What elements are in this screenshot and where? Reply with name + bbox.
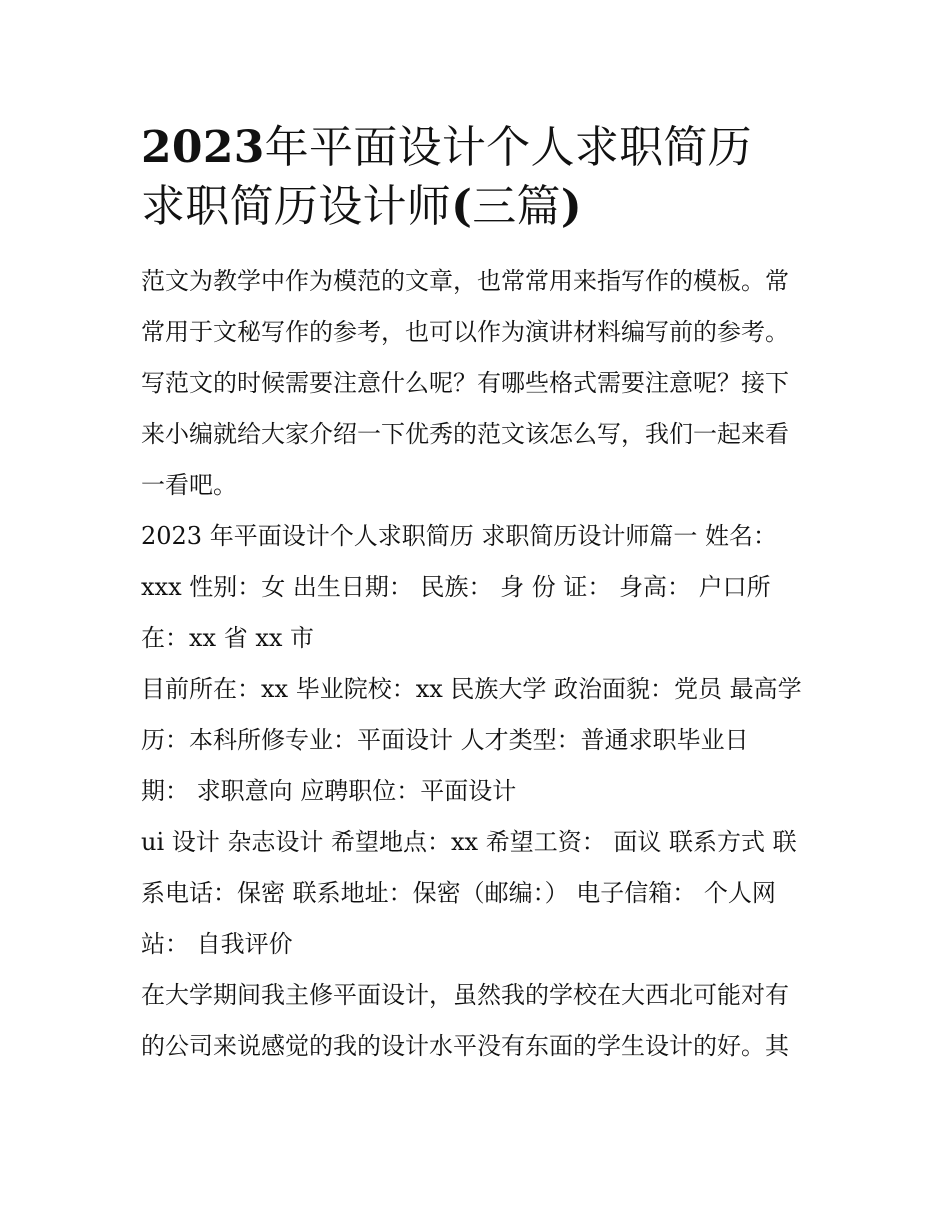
title-year: 2023 [141,122,265,173]
text-line: 写范文的时候需要注意什么呢？有哪些格式需要注意呢？接下 [141,369,789,397]
text-line: 常用于文秘写作的参考，也可以作为演讲材料编写前的参考。 [141,318,789,346]
text-line: 的公司来说感觉的我的设计水平没有东面的学生设计的好。其 [141,1032,789,1060]
title-text: 求职简历设计师 [141,181,452,232]
text-line: 在：xx 省 xx 市 [141,624,315,652]
text-line: xxx 性别：女 出生日期： 民族： 身 份 证： 身高： 户口所 [141,573,771,601]
text-line: 在大学期间我主修平面设计，虽然我的学校在大西北可能对有 [141,981,789,1009]
text-line: 来小编就给大家介绍一下优秀的范文该怎么写，我们一起来看 [141,420,789,448]
document-title [141,118,813,236]
paragraph-personal-info [141,511,813,664]
text-line: 一看吧。 [141,471,237,499]
title-text: 三篇 [472,181,561,232]
title-paren-open: ( [451,181,473,232]
text-line: 2023 年平面设计个人求职简历 求职简历设计师篇一 姓名： [141,522,777,550]
title-paren-close: ) [560,181,582,232]
paragraph-job-intent [141,817,813,970]
paragraph-education [141,664,813,817]
paragraph-intro [141,256,813,511]
paragraph-self-evaluation [141,970,813,1072]
title-line-1 [141,118,813,177]
text-line: 目前所在：xx 毕业院校：xx 民族大学 政治面貌：党员 最高学 [141,675,802,703]
title-text: 年平面设计个人求职简历 [264,122,752,173]
document-content [141,118,813,1072]
text-line: ui 设计 杂志设计 希望地点：xx 希望工资： 面议 联系方式 联 [141,828,797,856]
text-line: 范文为教学中作为模范的文章，也常常用来指写作的模板。常 [141,267,789,295]
text-line: 系电话：保密 联系地址：保密（邮编：） 电子信箱： 个人网 [141,879,776,907]
text-line: 历：本科所修专业：平面设计 人才类型：普通求职毕业日 [141,726,749,754]
document-body [141,256,813,1072]
title-line-2 [141,177,813,236]
text-line: 站： 自我评价 [141,930,293,958]
text-line: 期： 求职意向 应聘职位：平面设计 [141,777,517,805]
